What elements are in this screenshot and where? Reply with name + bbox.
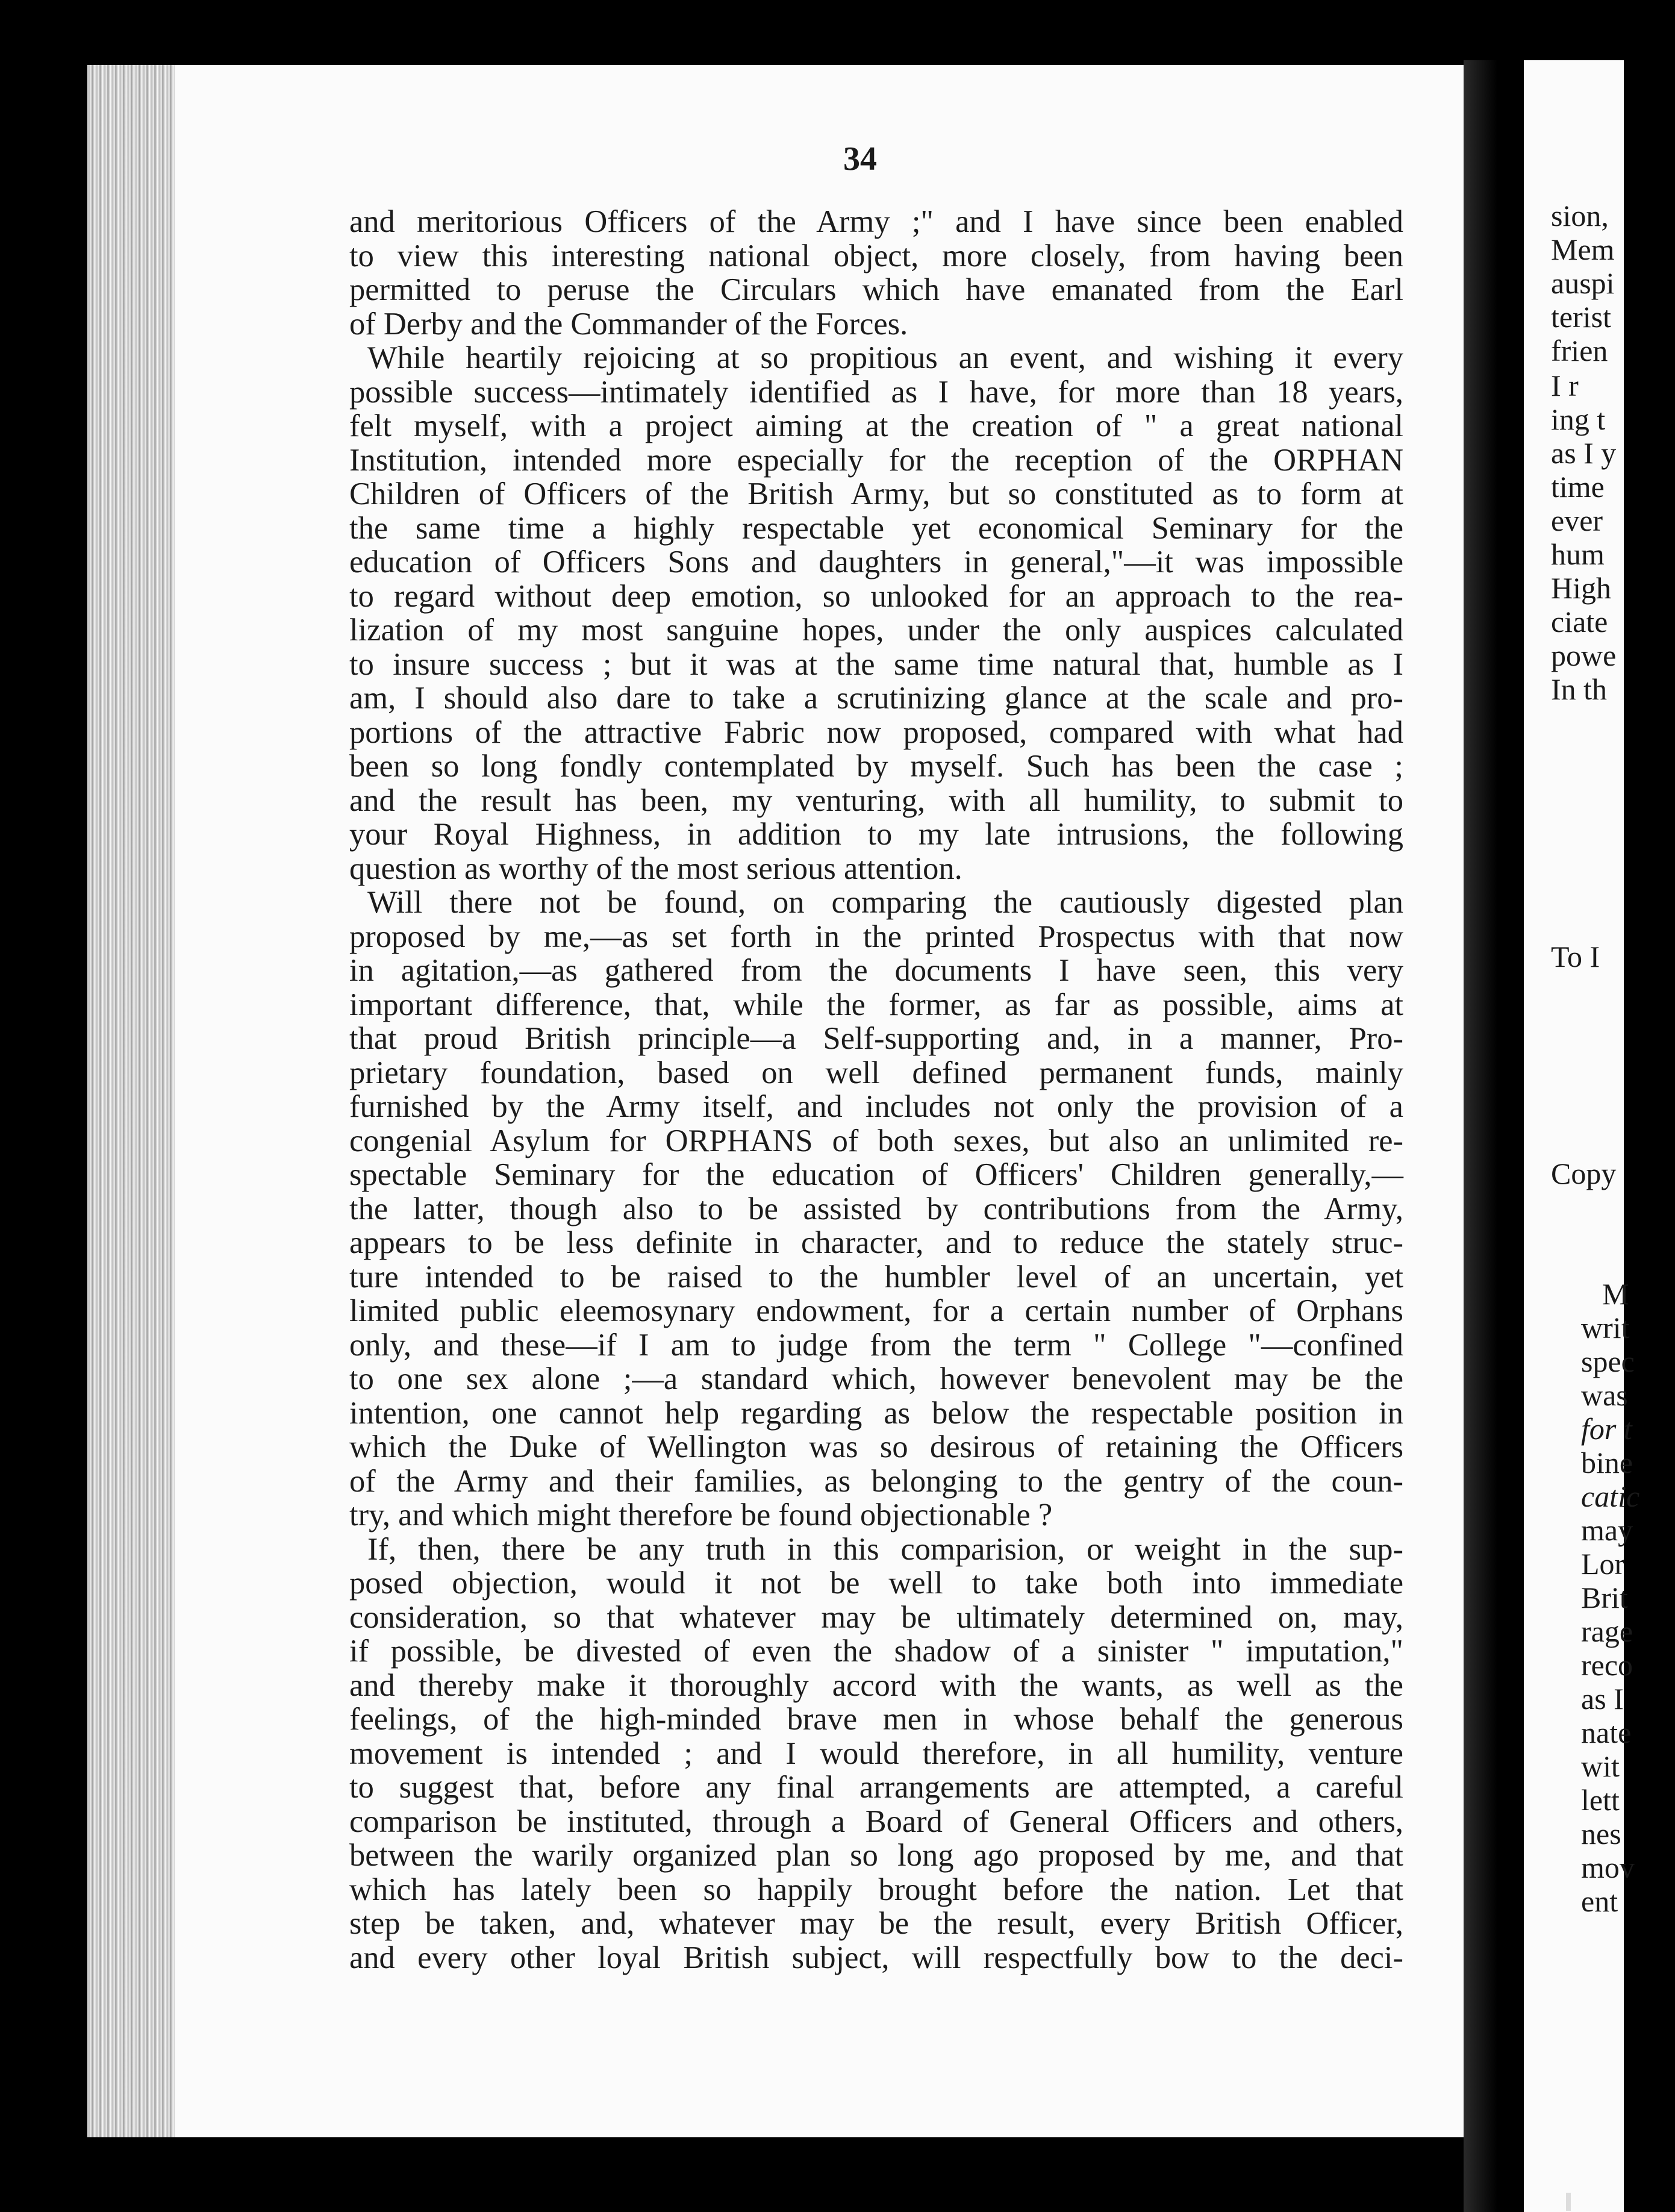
- text-line: between the warily organized plan so long ago proposed by me, and that: [349, 1838, 1403, 1873]
- right-page-fragment: ent: [1581, 1884, 1618, 1918]
- text-line: of the Army and their families, as belonging to the gentry of the coun-: [349, 1463, 1403, 1499]
- text-line: Institution, intended more especially for the reception of the ORPHAN: [349, 442, 1403, 478]
- text-line: While heartily rejoicing at so propitious an event, and wishing it every: [367, 340, 1403, 375]
- text-line: important difference, that, while the former, as far as possible, aims at: [349, 987, 1403, 1022]
- text-line: that proud British principle—a Self-supporting and, in a manner, Pro-: [349, 1021, 1403, 1056]
- text-line: to regard without deep emotion, so unlooked for an approach to the rea-: [349, 578, 1403, 614]
- text-line: prietary foundation, based on well defined permanent funds, mainly: [349, 1055, 1403, 1090]
- right-page-fragment: Mem: [1551, 233, 1615, 266]
- right-page-fragment: nes: [1581, 1817, 1621, 1851]
- right-page-fragment: M: [1602, 1277, 1629, 1311]
- right-page-fragment: I r: [1551, 369, 1579, 402]
- right-page-fragment: hum: [1551, 537, 1605, 571]
- text-line: the latter, though also to be assisted by contributions from the Army,: [349, 1191, 1403, 1226]
- text-line: to one sex alone ;—a standard which, however benevolent may be the: [349, 1361, 1403, 1396]
- text-line: feelings, of the high-minded brave men in whose behalf the generous: [349, 1702, 1403, 1737]
- right-page-fragment: High: [1551, 571, 1611, 605]
- text-line: intention, one cannot help regarding as below the respectable position in: [349, 1395, 1403, 1431]
- text-line: furnished by the Army itself, and includes not only the provision of a: [349, 1089, 1403, 1124]
- text-line: which has lately been so happily brought before the nation. Let that: [349, 1872, 1403, 1907]
- text-line: which the Duke of Wellington was so desirous of retaining the Officers: [349, 1429, 1403, 1464]
- text-line: only, and these—if I am to judge from the term " College "—confined: [349, 1327, 1403, 1363]
- text-line: your Royal Highness, in addition to my late intrusions, the following: [349, 817, 1403, 852]
- right-page-fragment: auspi: [1551, 266, 1615, 300]
- text-line: and every other loyal British subject, will respectfully bow to the deci-: [349, 1940, 1403, 1975]
- scan-artifact-mark: [1566, 2193, 1571, 2211]
- text-line: limited public eleemosynary endowment, for a certain number of Orphans: [349, 1293, 1403, 1328]
- text-line: felt myself, with a project aiming at the creation of " a great national: [349, 408, 1403, 443]
- text-line: If, then, there be any truth in this comparision, or weight in the sup-: [367, 1531, 1403, 1567]
- text-line: Children of Officers of the British Army, but so constituted as to form at: [349, 476, 1403, 511]
- right-page-fragment: ciate: [1551, 605, 1608, 639]
- right-page-fragment: ing t: [1551, 402, 1606, 436]
- right-page-fragment: for t: [1581, 1412, 1632, 1446]
- text-line: try, and which might therefore be found objectionable ?: [349, 1498, 1053, 1532]
- body-text: [349, 205, 1403, 1975]
- right-page-fragment: was: [1581, 1378, 1628, 1412]
- right-page-fragment: lett: [1581, 1783, 1620, 1817]
- right-page-fragment: reco: [1581, 1648, 1633, 1682]
- right-page-fragment: writ: [1581, 1311, 1630, 1345]
- right-page-fragment: bine: [1581, 1446, 1633, 1479]
- text-line: and meritorious Officers of the Army ;" and I have since been enabled: [349, 204, 1403, 239]
- right-page-fragment: catic: [1581, 1479, 1640, 1513]
- right-page-fragment: as I: [1581, 1682, 1624, 1716]
- text-line: to insure success ; but it was at the same time natural that, humble as I: [349, 646, 1403, 682]
- text-line: Will there not be found, on comparing the cautiously digested plan: [367, 885, 1403, 920]
- text-line: been so long fondly contemplated by myself. Such has been the case ;: [349, 749, 1403, 784]
- text-line: portions of the attractive Fabric now proposed, compared with what had: [349, 714, 1403, 750]
- right-page-fragment: wit: [1581, 1749, 1620, 1783]
- right-page-fragment: rage: [1581, 1614, 1633, 1648]
- text-line: possible success—intimately identified as I have, for more than 18 years,: [349, 374, 1403, 410]
- right-page-fragment: spec: [1581, 1345, 1635, 1378]
- page-number: 34: [843, 140, 877, 178]
- page-edges: [87, 65, 175, 2137]
- text-line: the same time a highly respectable yet economical Seminary for the: [349, 510, 1403, 546]
- text-line: am, I should also dare to take a scrutinizing glance at the scale and pro-: [349, 681, 1403, 716]
- text-line: lization of my most sanguine hopes, under the only auspices calculated: [349, 613, 1403, 648]
- text-line: proposed by me,—as set forth in the printed Prospectus with that now: [349, 919, 1403, 954]
- right-page-fragment: Copy: [1551, 1157, 1617, 1190]
- text-line: posed objection, would it not be well to take both into immediate: [349, 1566, 1403, 1601]
- right-page-fragment: In th: [1551, 672, 1608, 706]
- text-line: education of Officers Sons and daughters in general,"—it was impossible: [349, 545, 1403, 580]
- right-page-fragment: terist: [1551, 300, 1611, 334]
- text-line: and the result has been, my venturing, with all humility, to submit to: [349, 783, 1403, 818]
- text-line: permitted to peruse the Circulars which have emanated from the Earl: [349, 272, 1403, 307]
- text-line: movement is intended ; and I would therefore, in all humility, venture: [349, 1736, 1403, 1771]
- right-page-fragment: frien: [1551, 334, 1608, 367]
- right-page-fragment: To I: [1551, 940, 1600, 973]
- right-page-fragment: mov: [1581, 1851, 1635, 1884]
- text-line: to view this interesting national object, more closely, from having been: [349, 238, 1403, 273]
- text-line: spectable Seminary for the education of Officers' Children generally,—: [349, 1157, 1403, 1192]
- right-page-fragment: as I y: [1551, 436, 1617, 470]
- right-page-fragment: Lor: [1581, 1547, 1625, 1581]
- text-line: ture intended to be raised to the humbler level of an uncertain, yet: [349, 1259, 1403, 1295]
- text-line: if possible, be divested of even the shadow of a sinister " imputation,": [349, 1634, 1403, 1669]
- text-line: question as worthy of the most serious attention.: [349, 851, 962, 886]
- right-page-fragment: may: [1581, 1513, 1633, 1547]
- text-line: to suggest that, before any final arrangements are attempted, a careful: [349, 1770, 1403, 1805]
- right-page-fragment: powe: [1551, 639, 1617, 672]
- right-page-fragment: time: [1551, 470, 1605, 504]
- text-line: appears to be less definite in character, and to reduce the stately struc-: [349, 1225, 1403, 1260]
- right-page-fragment: sion,: [1551, 199, 1609, 233]
- right-page-fragment: ever: [1551, 504, 1603, 537]
- text-line: congenial Asylum for ORPHANS of both sexes, but also an unlimited re-: [349, 1123, 1403, 1158]
- text-line: in agitation,—as gathered from the documents I have seen, this very: [349, 953, 1403, 988]
- text-line: consideration, so that whatever may be ultimately determined on, may,: [349, 1599, 1403, 1635]
- right-page-fragment: Brit: [1581, 1581, 1628, 1614]
- text-line: and thereby make it thoroughly accord with the wants, as well as the: [349, 1667, 1403, 1703]
- text-line: of Derby and the Commander of the Forces.: [349, 306, 908, 342]
- right-page-fragment: nate: [1581, 1716, 1632, 1749]
- text-line: step be taken, and, whatever may be the result, every British Officer,: [349, 1906, 1403, 1941]
- text-line: comparison be instituted, through a Board of General Officers and others,: [349, 1804, 1403, 1839]
